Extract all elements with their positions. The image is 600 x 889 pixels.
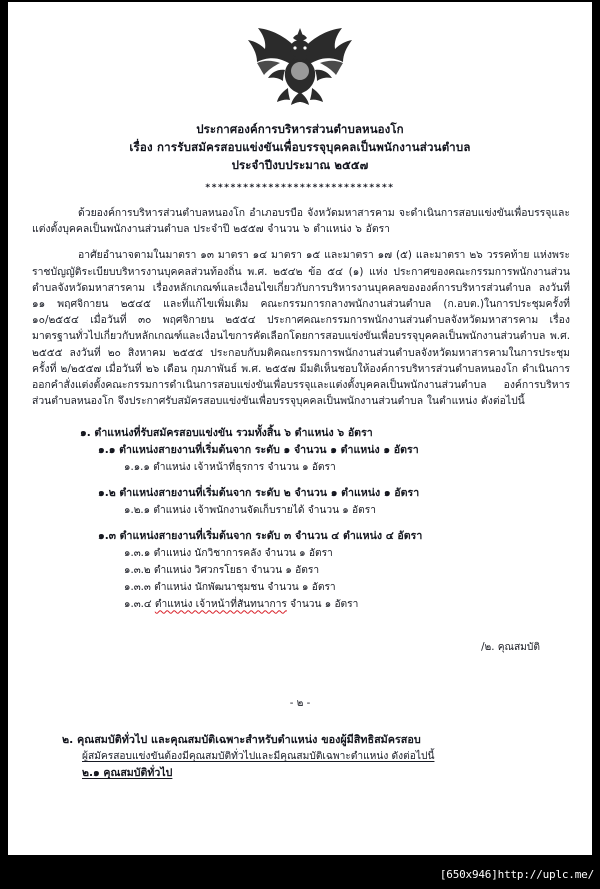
position-item-no: ๑.๒.๑ — [124, 505, 151, 517]
position-item-name: ตำแหน่ง เจ้าหน้าที่สันทนาการ — [154, 599, 287, 611]
catchword: /๒. คุณสมบัติ — [481, 642, 540, 654]
position-item — [32, 562, 570, 579]
document-page-sheet — [8, 2, 592, 855]
position-item-name: ตำแหน่ง นักพัฒนาชุมชน — [154, 582, 265, 594]
page2-subtext: ผู้สมัครสอบแข่งขันต้องมีคุณสมบัติทั่วไปและมีคุณสมบัติเฉพาะตำแหน่ง ดังต่อไปนี้ — [82, 751, 435, 763]
position-item-name: ตำแหน่ง นักวิชาการคลัง — [153, 548, 262, 560]
positions-heading: ๑. ตำแหน่งที่รับสมัครสอบแข่งขัน รวมทั้งสิ้น ๖ ตำแหน่ง ๖ อัตรา — [80, 427, 373, 440]
heading-line-3: ประจำปีงบประมาณ ๒๕๕๗ — [231, 158, 369, 172]
position-item — [32, 502, 570, 519]
position-item-count: จำนวน ๑ อัตรา — [267, 462, 336, 474]
body-text-block — [8, 205, 592, 409]
page-title — [8, 120, 592, 174]
position-item-name: ตำแหน่ง วิศวกรโยธา — [153, 565, 248, 577]
garuda-emblem — [240, 22, 360, 110]
page2-item: ๒.๑ คุณสมบัติทั่วไป — [82, 767, 173, 780]
heading-line-2: เรื่อง การรับสมัครสอบแข่งขันเพื่อบรรจุบุคคลเป็นพนักงานส่วนตำบล — [129, 140, 471, 154]
position-item-no: ๑.๓.๓ — [124, 582, 151, 594]
heading-line-1: ประกาศองค์การบริหารส่วนตำบลหนองโก — [196, 122, 404, 136]
footer-watermark-text — [440, 868, 594, 881]
emblem-container — [8, 2, 592, 114]
position-item-name: ตำแหน่ง เจ้าพนักงานจัดเก็บรายได้ — [153, 505, 305, 517]
page2-block — [8, 731, 592, 782]
position-item-count: จำนวน ๑ อัตรา — [264, 548, 333, 560]
page-break-spacer — [8, 655, 592, 681]
position-item-no: ๑.๓.๒ — [124, 565, 151, 577]
footer-watermark-bar — [0, 855, 600, 889]
position-item-no: ๑.๓.๑ — [124, 548, 151, 560]
position-item — [32, 579, 570, 596]
position-item-count: จำนวน ๑ อัตรา — [290, 599, 359, 611]
page-content — [8, 2, 592, 855]
source-url-label: http://uplc.me/ — [497, 868, 594, 881]
list-spacer — [32, 476, 570, 485]
position-group-label-1: ๑.๑ ตำแหน่งสายงานที่เริ่มต้นจาก ระดับ ๑ จำนวน ๑ ตำแหน่ง ๑ อัตรา — [98, 444, 419, 457]
position-item-no: ๑.๑.๑ — [124, 462, 150, 474]
position-item-count: จำนวน ๑ อัตรา — [267, 582, 336, 594]
asterisk-divider: ****************************** — [205, 183, 395, 193]
position-item — [32, 596, 570, 613]
position-item-count: จำนวน ๑ อัตรา — [250, 565, 320, 577]
position-item — [32, 545, 570, 562]
paragraph-2: อาศัยอำนาจตามในมาตรา ๑๓ มาตรา ๑๔ มาตรา ๑๕ และมาตรา ๑๗ (๕) และมาตรา ๒๖ วรรคท้าย แห่งพระราชบัญญัติระเบียบบริหารงานบุคคลส่วนท้องถิ่น พ.ศ. ๒๕๔๒ ข้อ ๕๔ (๑) แห่ง ประกาศของคณะกรรมการพนักงานส่วนตำบลจังหวัดมหาสารคาม เรื่องหลักเกณฑ์และเงื่อนไขเกี่ยวกับการบริหารงานบุคคลขององค์การบริหารส่วนตำบล ลงวันที่ ๑๑ พฤศจิกายน ๒๕๔๕ และที่แก้ไขเพิ่มเติม คณะกรรมการกลางพนักงานส่วนตำบล (ก.อบต.)ในการประชุมครั้งที่ ๑๐/๒๕๕๔ เมื่อวันที่ ๓๐ พฤศจิกายน ๒๕๕๔ ประกาศคณะกรรมการพนักงานส่วนตำบลจังหวัดมหาสารคาม เรื่อง มาตรฐานทั่วไปเกี่ยวกับหลักเกณฑ์และเงื่อนไขการคัดเลือกโดยการสอบแข่งขันเพื่อบรรจุบุคคลเป็นพนักงานส่วนตำบล พ.ศ. ๒๕๕๕ ลงวันที่ ๒๐ สิงหาคม ๒๕๕๕ ประกอบกับมติคณะกรรมการพนักงานส่วนตำบลจังหวัดมหาสารคามในการประชุมครั้งที่ ๒/๒๕๕๗ เมื่อวันที่ ๒๖ เดือน กุมภาพันธ์ พ.ศ. ๒๕๕๗ มีมติเห็นชอบให้องค์การบริหารส่วนตำบลหนองโก ดำเนินการออกคำสั่งแต่งตั้งคณะกรรมการดำเนินการสอบแข่งขันเพื่อบรรจุและแต่งตั้งบุคคลเป็นพนักงานส่วนตำบล องค์การบริหารส่วนตำบลหนองโก จึงประกาศรับสมัครสอบแข่งขันเพื่อบรรจุบุคคลเป็นพนักงานส่วนตำบล ในตำแหน่ง ดังต่อไปนี้ — [32, 249, 570, 408]
page2-heading: ๒. คุณสมบัติทั่วไป และคุณสมบัติเฉพาะสำหรับตำแหน่ง ของผู้มีสิทธิสมัครสอบ — [62, 733, 421, 747]
position-group-label-3: ๑.๓ ตำแหน่งสายงานที่เริ่มต้นจาก ระดับ ๓ จำนวน ๔ ตำแหน่ง ๔ อัตรา — [98, 530, 423, 543]
image-dimensions-label: [650x946] — [439, 868, 498, 881]
position-group-label-2: ๑.๒ ตำแหน่งสายงานที่เริ่มต้นจาก ระดับ ๒ จำนวน ๑ ตำแหน่ง ๑ อัตรา — [98, 487, 420, 500]
position-item — [32, 459, 570, 476]
page-number: - ๒ - — [289, 698, 311, 710]
list-spacer — [32, 519, 570, 528]
position-item-no: ๑.๓.๔ — [124, 599, 152, 611]
paragraph-1: ด้วยองค์การบริหารส่วนตำบลหนองโก อำเภอบรบือ จังหวัดมหาสารคาม จะดำเนินการสอบแข่งขันเพื่อบรรจุและแต่งตั้งบุคคลเป็นพนักงานส่วนตำบล ประจำปี ๒๕๕๗ จำนวน ๖ ตำแหน่ง ๖ อัตรา — [32, 207, 570, 236]
position-item-count: จำนวน ๑ อัตรา — [307, 505, 376, 517]
position-item-name: ตำแหน่ง เจ้าหน้าที่ธุรการ — [153, 462, 265, 474]
positions-list — [8, 425, 592, 613]
